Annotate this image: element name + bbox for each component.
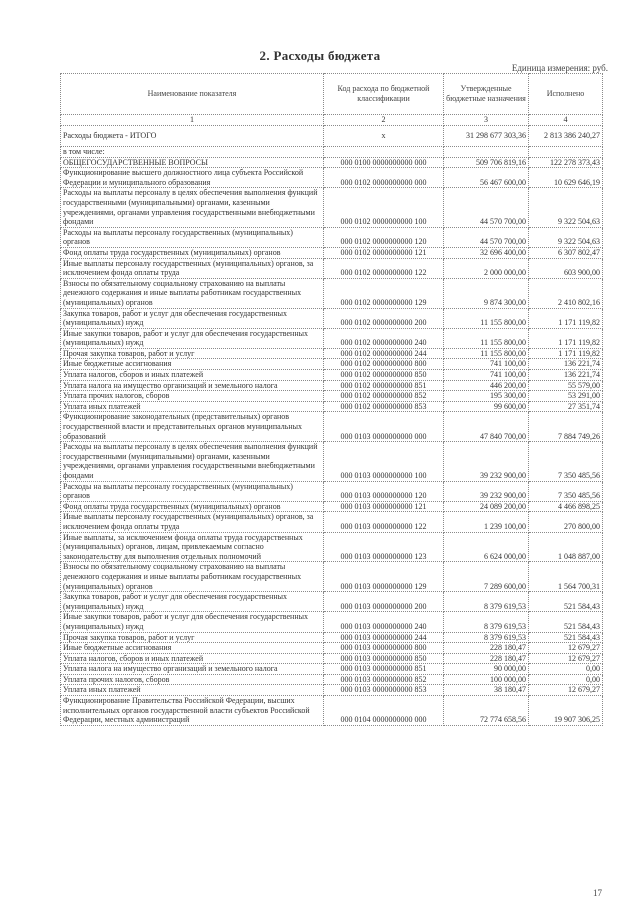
row-executed: 53 291,00 (529, 391, 603, 402)
row-executed: 2 410 802,16 (529, 278, 603, 308)
row-code: 000 0103 0000000000 240 (324, 612, 444, 632)
row-executed: 136 221,74 (529, 370, 603, 381)
table-row (61, 512, 603, 532)
column-number: 3 (444, 115, 529, 126)
row-code: 000 0102 0000000000 851 (324, 380, 444, 391)
table-row (61, 653, 603, 664)
row-name: Расходы бюджета - ИТОГО (61, 126, 324, 147)
table-row (61, 532, 603, 562)
row-name: Прочая закупка товаров, работ и услуг (61, 348, 324, 359)
table-row (61, 664, 603, 675)
row-name: Иные закупки товаров, работ и услуг для обеспечения государственных (муниципальных) нужд (61, 612, 324, 632)
table-row (61, 359, 603, 370)
row-approved: 8 379 619,53 (444, 592, 529, 612)
row-name: Закупка товаров, работ и услуг для обеспечения государственных (муниципальных) нужд (61, 308, 324, 328)
row-approved: 31 298 677 303,36 (444, 126, 529, 147)
row-name: Расходы на выплаты персоналу в целях обеспечения выполнения функций государственными (муниципальными) органами, казенными учреждениями, органами управления государственными внебюджетными фондами (61, 442, 324, 481)
row-approved: 446 200,00 (444, 380, 529, 391)
row-executed: 603 900,00 (529, 258, 603, 278)
row-executed: 521 584,43 (529, 632, 603, 643)
row-name: Уплата налогов, сборов и иных платежей (61, 653, 324, 664)
row-executed (529, 147, 603, 158)
row-code: 000 0102 0000000000 240 (324, 328, 444, 348)
row-name: Уплата прочих налогов, сборов (61, 674, 324, 685)
row-executed: 1 171 119,82 (529, 328, 603, 348)
row-approved: 509 706 819,16 (444, 157, 529, 168)
row-approved: 39 232 900,00 (444, 442, 529, 481)
row-code: 000 0103 0000000000 121 (324, 501, 444, 512)
row-approved: 11 155 800,00 (444, 348, 529, 359)
table-row (61, 126, 603, 147)
row-executed: 7 350 485,56 (529, 442, 603, 481)
row-approved: 7 289 600,00 (444, 562, 529, 592)
section-title: 2. Расходы бюджета (259, 48, 381, 63)
row-name: Взносы по обязательному социальному страхованию на выплаты денежного содержания и иные выплаты работникам государственных (муниципальных) органов (61, 562, 324, 592)
column-number: 1 (61, 115, 324, 126)
row-name: Уплата налога на имущество организаций и земельного налога (61, 380, 324, 391)
row-name: Взносы по обязательному социальному страхованию на выплаты денежного содержания и иные выплаты работникам государственных (муниципальных) органов (61, 278, 324, 308)
header-approved: Утвержденные бюджетные назначения (444, 74, 529, 115)
row-approved: 39 232 900,00 (444, 481, 529, 501)
row-executed: 27 351,74 (529, 401, 603, 412)
row-name: Иные закупки товаров, работ и услуг для обеспечения государственных (муниципальных) нужд (61, 328, 324, 348)
header-name: Наименование показателя (61, 74, 324, 115)
row-executed: 7 884 749,26 (529, 412, 603, 442)
row-executed: 521 584,43 (529, 592, 603, 612)
row-name: Уплата иных платежей (61, 685, 324, 696)
table-row (61, 562, 603, 592)
row-code: 000 0102 0000000000 850 (324, 370, 444, 381)
row-name: ОБЩЕГОСУДАРСТВЕННЫЕ ВОПРОСЫ (61, 157, 324, 168)
row-approved: 228 180,47 (444, 643, 529, 654)
table-row (61, 380, 603, 391)
row-code: 000 0103 0000000000 852 (324, 674, 444, 685)
row-executed: 1 048 887,00 (529, 532, 603, 562)
table-row (61, 412, 603, 442)
row-code: 000 0103 0000000000 800 (324, 643, 444, 654)
column-number-row (61, 115, 603, 126)
table-row (61, 348, 603, 359)
table-row (61, 501, 603, 512)
row-code: 000 0102 0000000000 100 (324, 188, 444, 227)
row-executed: 270 800,00 (529, 512, 603, 532)
table-row (61, 401, 603, 412)
row-code: 000 0103 0000000000 851 (324, 664, 444, 675)
table-header-row (61, 74, 603, 115)
row-approved: 2 000 000,00 (444, 258, 529, 278)
row-executed: 9 322 504,63 (529, 227, 603, 247)
row-approved: 1 239 100,00 (444, 512, 529, 532)
table-row (61, 157, 603, 168)
row-executed: 9 322 504,63 (529, 188, 603, 227)
row-approved: 195 300,00 (444, 391, 529, 402)
row-approved (444, 147, 529, 158)
table-row (61, 147, 603, 158)
row-approved: 32 696 400,00 (444, 247, 529, 258)
row-code: 000 0102 0000000000 853 (324, 401, 444, 412)
row-executed: 19 907 306,25 (529, 696, 603, 726)
table-row (61, 481, 603, 501)
table-row (61, 442, 603, 481)
row-executed: 521 584,43 (529, 612, 603, 632)
table-row (61, 612, 603, 632)
table-row (61, 592, 603, 612)
table-row (61, 370, 603, 381)
table-row (61, 308, 603, 328)
row-name: в том числе: (61, 147, 324, 158)
row-name: Функционирование высшего должностного лица субъекта Российской Федерации и муниципального образования (61, 168, 324, 188)
row-approved: 6 624 000,00 (444, 532, 529, 562)
row-code: 000 0103 0000000000 244 (324, 632, 444, 643)
row-name: Иные бюджетные ассигнования (61, 643, 324, 654)
row-approved: 56 467 600,00 (444, 168, 529, 188)
row-code: 000 0102 0000000000 122 (324, 258, 444, 278)
row-executed: 1 564 700,31 (529, 562, 603, 592)
table-row (61, 278, 603, 308)
row-executed: 7 350 485,56 (529, 481, 603, 501)
row-code: 000 0102 0000000000 000 (324, 168, 444, 188)
column-number: 2 (324, 115, 444, 126)
row-approved: 72 774 658,56 (444, 696, 529, 726)
row-name: Прочая закупка товаров, работ и услуг (61, 632, 324, 643)
row-name: Фонд оплаты труда государственных (муниципальных) органов (61, 501, 324, 512)
row-code: 000 0103 0000000000 000 (324, 412, 444, 442)
row-executed: 1 171 119,82 (529, 308, 603, 328)
row-approved: 99 600,00 (444, 401, 529, 412)
table-row (61, 328, 603, 348)
row-name: Фонд оплаты труда государственных (муниципальных) органов (61, 247, 324, 258)
row-code: 000 0102 0000000000 800 (324, 359, 444, 370)
row-code: 000 0103 0000000000 850 (324, 653, 444, 664)
table-row (61, 391, 603, 402)
row-executed: 2 813 386 240,27 (529, 126, 603, 147)
row-executed: 10 629 646,19 (529, 168, 603, 188)
row-executed: 136 221,74 (529, 359, 603, 370)
row-code: 000 0102 0000000000 852 (324, 391, 444, 402)
row-executed: 12 679,27 (529, 685, 603, 696)
row-code: 000 0102 0000000000 121 (324, 247, 444, 258)
row-name: Иные выплаты персоналу государственных (муниципальных) органов, за исключением фонда оплаты труда (61, 258, 324, 278)
row-code: 000 0103 0000000000 123 (324, 532, 444, 562)
row-code: 000 0103 0000000000 129 (324, 562, 444, 592)
table-row (61, 188, 603, 227)
table-row (61, 674, 603, 685)
header-executed: Исполнено (529, 74, 603, 115)
row-code: 000 0103 0000000000 100 (324, 442, 444, 481)
table-row (61, 685, 603, 696)
row-code (324, 147, 444, 158)
row-approved: 741 100,00 (444, 359, 529, 370)
table-row (61, 632, 603, 643)
row-approved: 100 000,00 (444, 674, 529, 685)
table-row (61, 227, 603, 247)
row-approved: 11 155 800,00 (444, 328, 529, 348)
column-number: 4 (529, 115, 603, 126)
row-code: 000 0103 0000000000 122 (324, 512, 444, 532)
row-approved: 228 180,47 (444, 653, 529, 664)
row-code: 000 0102 0000000000 129 (324, 278, 444, 308)
row-approved: 90 000,00 (444, 664, 529, 675)
row-name: Функционирование Правительства Российской Федерации, высших исполнительных органов государственной власти субъектов Российской Федерации, местных администраций (61, 696, 324, 726)
row-code: 000 0102 0000000000 120 (324, 227, 444, 247)
row-name: Закупка товаров, работ и услуг для обеспечения государственных (муниципальных) нужд (61, 592, 324, 612)
row-code: 000 0102 0000000000 200 (324, 308, 444, 328)
table-row (61, 258, 603, 278)
table-row (61, 168, 603, 188)
row-approved: 9 874 300,00 (444, 278, 529, 308)
row-code: 000 0102 0000000000 244 (324, 348, 444, 359)
row-name: Расходы на выплаты персоналу государственных (муниципальных) органов (61, 481, 324, 501)
row-code: 000 0103 0000000000 200 (324, 592, 444, 612)
units-label: Единица измерения: руб. (511, 63, 608, 73)
row-code: 000 0103 0000000000 120 (324, 481, 444, 501)
row-approved: 741 100,00 (444, 370, 529, 381)
row-code: x (324, 126, 444, 147)
row-name: Иные выплаты, за исключением фонда оплаты труда государственных (муниципальных) органов, лицам, привлекаемым согласно законодательству для выполнения отдельных полномочий (61, 532, 324, 562)
page-number: 17 (593, 888, 602, 898)
row-code: 000 0100 0000000000 000 (324, 157, 444, 168)
row-name: Расходы на выплаты персоналу государственных (муниципальных) органов (61, 227, 324, 247)
table-row (61, 643, 603, 654)
row-executed: 6 307 802,47 (529, 247, 603, 258)
row-approved: 44 570 700,00 (444, 227, 529, 247)
row-executed: 0,00 (529, 674, 603, 685)
row-name: Расходы на выплаты персоналу в целях обеспечения выполнения функций государственными (муниципальными) органами, казенными учреждениями, органами управления государственными внебюджетными фондами (61, 188, 324, 227)
row-code: 000 0103 0000000000 853 (324, 685, 444, 696)
row-name: Иные бюджетные ассигнования (61, 359, 324, 370)
row-approved: 44 570 700,00 (444, 188, 529, 227)
row-executed: 4 466 898,25 (529, 501, 603, 512)
row-name: Иные выплаты персоналу государственных (муниципальных) органов, за исключением фонда оплаты труда (61, 512, 324, 532)
table-row (61, 696, 603, 726)
row-name: Уплата иных платежей (61, 401, 324, 412)
row-name: Функционирование законодательных (представительных) органов государственной власти и представительных органов муниципальных образований (61, 412, 324, 442)
expenses-table (60, 73, 603, 726)
row-approved: 8 379 619,53 (444, 612, 529, 632)
row-name: Уплата налога на имущество организаций и земельного налога (61, 664, 324, 675)
row-name: Уплата прочих налогов, сборов (61, 391, 324, 402)
row-executed: 55 579,00 (529, 380, 603, 391)
row-approved: 47 840 700,00 (444, 412, 529, 442)
row-approved: 8 379 619,53 (444, 632, 529, 643)
row-executed: 12 679,27 (529, 643, 603, 654)
table-row (61, 247, 603, 258)
row-executed: 0,00 (529, 664, 603, 675)
row-approved: 24 089 200,00 (444, 501, 529, 512)
row-approved: 38 180,47 (444, 685, 529, 696)
row-executed: 1 171 119,82 (529, 348, 603, 359)
row-name: Уплата налогов, сборов и иных платежей (61, 370, 324, 381)
row-executed: 12 679,27 (529, 653, 603, 664)
row-approved: 11 155 800,00 (444, 308, 529, 328)
header-code: Код расхода по бюджетной классификации (324, 74, 444, 115)
row-code: 000 0104 0000000000 000 (324, 696, 444, 726)
row-executed: 122 278 373,43 (529, 157, 603, 168)
